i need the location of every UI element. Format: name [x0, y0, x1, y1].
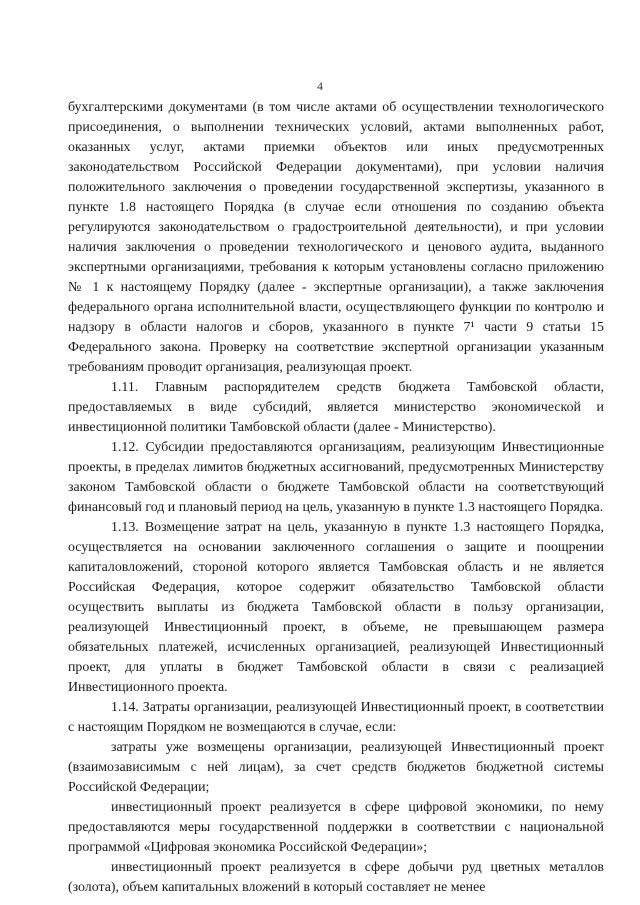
- paragraph-1-13: 1.13. Возмещение затрат на цель, указанную в пункте 1.3 настоящего Порядка, осуществляется на основании заключенного соглашения о защите и поощрении капиталовложений, стороной которого является Тамбовская область и не является Российская Федерация, которое содержит обязательство Тамбовской области осуществить выплаты из бюджета Тамбовской области в пользу организации, реализующей Инвестиционный проект, в объеме, не превышающем размера обязательных платежей, исчисленных организацией, реализующей Инвестиционный проект, для уплаты в бюджет Тамбовской области в связи с реализацией Инвестиционного проекта.: [68, 520, 604, 695]
- paragraph-1-12: 1.12. Субсидии предоставляются организациям, реализующим Инвестиционные проекты, в пределах лимитов бюджетных ассигнований, предусмотренных Министерству законом Тамбовской области о бюджете Тамбовской области на соответствующий финансовый год и плановый период на цель, указанную в пункте 1.3 настоящего Порядка.: [68, 440, 604, 515]
- list-item-costs-reimbursed: затраты уже возмещены организации, реализующей Инвестиционный проект (взаимозависимым с ней лицам), за счет средств бюджетов бюджетной системы Российской Федерации;: [68, 740, 604, 795]
- document-body: [68, 98, 604, 898]
- page-number: 4: [317, 79, 323, 93]
- list-item-digital-economy: инвестиционный проект реализуется в сфере цифровой экономики, по нему предоставляются меры государственной поддержки в соответствии с национальной программой «Цифровая экономика Российской Федерации»;: [68, 800, 604, 855]
- list-item-gold-mining: инвестиционный проект реализуется в сфере добычи руд цветных металлов (золота), объем капитальных вложений в который составляет не менее: [68, 860, 604, 895]
- paragraph-1-11: 1.11. Главным распорядителем средств бюджета Тамбовской области, предоставляемых в виде субсидий, является министерство экономической и инвестиционной политики Тамбовской области (далее - Министерство).: [68, 380, 604, 435]
- paragraph-continuation: бухгалтерскими документами (в том числе актами об осуществлении технологического присоединения, о выполнении технических условий, актами выполненных работ, оказанных услуг, актами приемки объектов или иных предусмотренных законодательством Российской Федерации документами), при условии наличия положительного заключения о проведении государственной экспертизы, указанного в пункте 1.8 настоящего Порядка (в случае если отношения по созданию объекта регулируются законодательством о градостроительной деятельности), и при условии наличия заключения о проведении технологического и ценового аудита, выданного экспертными организациями, требования к которым установлены согласно приложению № 1 к настоящему Порядку (далее - экспертные организации), а также заключения федерального органа исполнительной власти, осуществляющего функции по контролю и надзору в области налогов и сборов, указанного в пункте 7¹ части 9 статьи 15 Федерального закона. Проверку на соответствие экспертной организации указанным требованиям проводит организация, реализующая проект.: [68, 100, 604, 375]
- paragraph-1-14: 1.14. Затраты организации, реализующей Инвестиционный проект, в соответствии с настоящим Порядком не возмещаются в случае, если:: [68, 700, 604, 735]
